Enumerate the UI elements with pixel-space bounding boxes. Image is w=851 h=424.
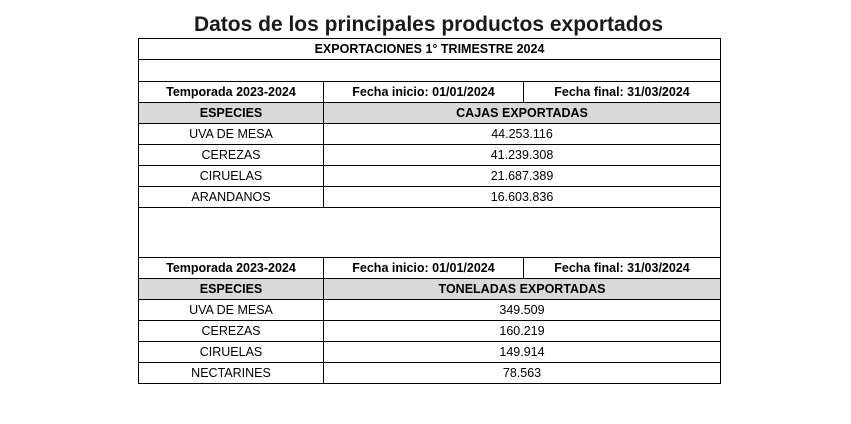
table-row <box>139 124 721 145</box>
species-cell: NECTARINES <box>139 363 324 384</box>
value-cell: 41.239.308 <box>324 145 721 166</box>
table-row <box>139 300 721 321</box>
empty-cell <box>139 60 721 82</box>
species-cell: CEREZAS <box>139 321 324 342</box>
species-cell: UVA DE MESA <box>139 124 324 145</box>
exports-table <box>138 38 721 384</box>
column-header-boxes: CAJAS EXPORTADAS <box>324 103 721 124</box>
season-row <box>139 82 721 103</box>
column-header-species: ESPECIES <box>139 103 324 124</box>
start-date-cell: Fecha inicio: 01/01/2024 <box>324 258 524 279</box>
table-row <box>139 166 721 187</box>
species-cell: CIRUELAS <box>139 342 324 363</box>
column-header-row <box>139 279 721 300</box>
value-cell: 149.914 <box>324 342 721 363</box>
table-row <box>139 321 721 342</box>
column-header-tons: TONELADAS EXPORTADAS <box>324 279 721 300</box>
end-date-cell: Fecha final: 31/03/2024 <box>524 82 721 103</box>
value-cell: 44.253.116 <box>324 124 721 145</box>
value-cell: 160.219 <box>324 321 721 342</box>
start-date-cell: Fecha inicio: 01/01/2024 <box>324 82 524 103</box>
table-row <box>139 187 721 208</box>
column-header-species: ESPECIES <box>139 279 324 300</box>
value-cell: 78.563 <box>324 363 721 384</box>
empty-cell <box>139 208 721 258</box>
species-cell: CEREZAS <box>139 145 324 166</box>
season-cell: Temporada 2023-2024 <box>139 258 324 279</box>
species-cell: UVA DE MESA <box>139 300 324 321</box>
value-cell: 16.603.836 <box>324 187 721 208</box>
species-cell: CIRUELAS <box>139 166 324 187</box>
table-caption: EXPORTACIONES 1° TRIMESTRE 2024 <box>139 39 721 60</box>
spacer-row <box>139 60 721 82</box>
species-cell: ARANDANOS <box>139 187 324 208</box>
value-cell: 349.509 <box>324 300 721 321</box>
table-caption-row <box>139 39 721 60</box>
table-row <box>139 363 721 384</box>
season-cell: Temporada 2023-2024 <box>139 82 324 103</box>
table-row <box>139 145 721 166</box>
column-header-row <box>139 103 721 124</box>
value-cell: 21.687.389 <box>324 166 721 187</box>
season-row <box>139 258 721 279</box>
end-date-cell: Fecha final: 31/03/2024 <box>524 258 721 279</box>
table-row <box>139 342 721 363</box>
page-title: Datos de los principales productos exportados <box>193 13 664 36</box>
spacer-row <box>139 208 721 258</box>
